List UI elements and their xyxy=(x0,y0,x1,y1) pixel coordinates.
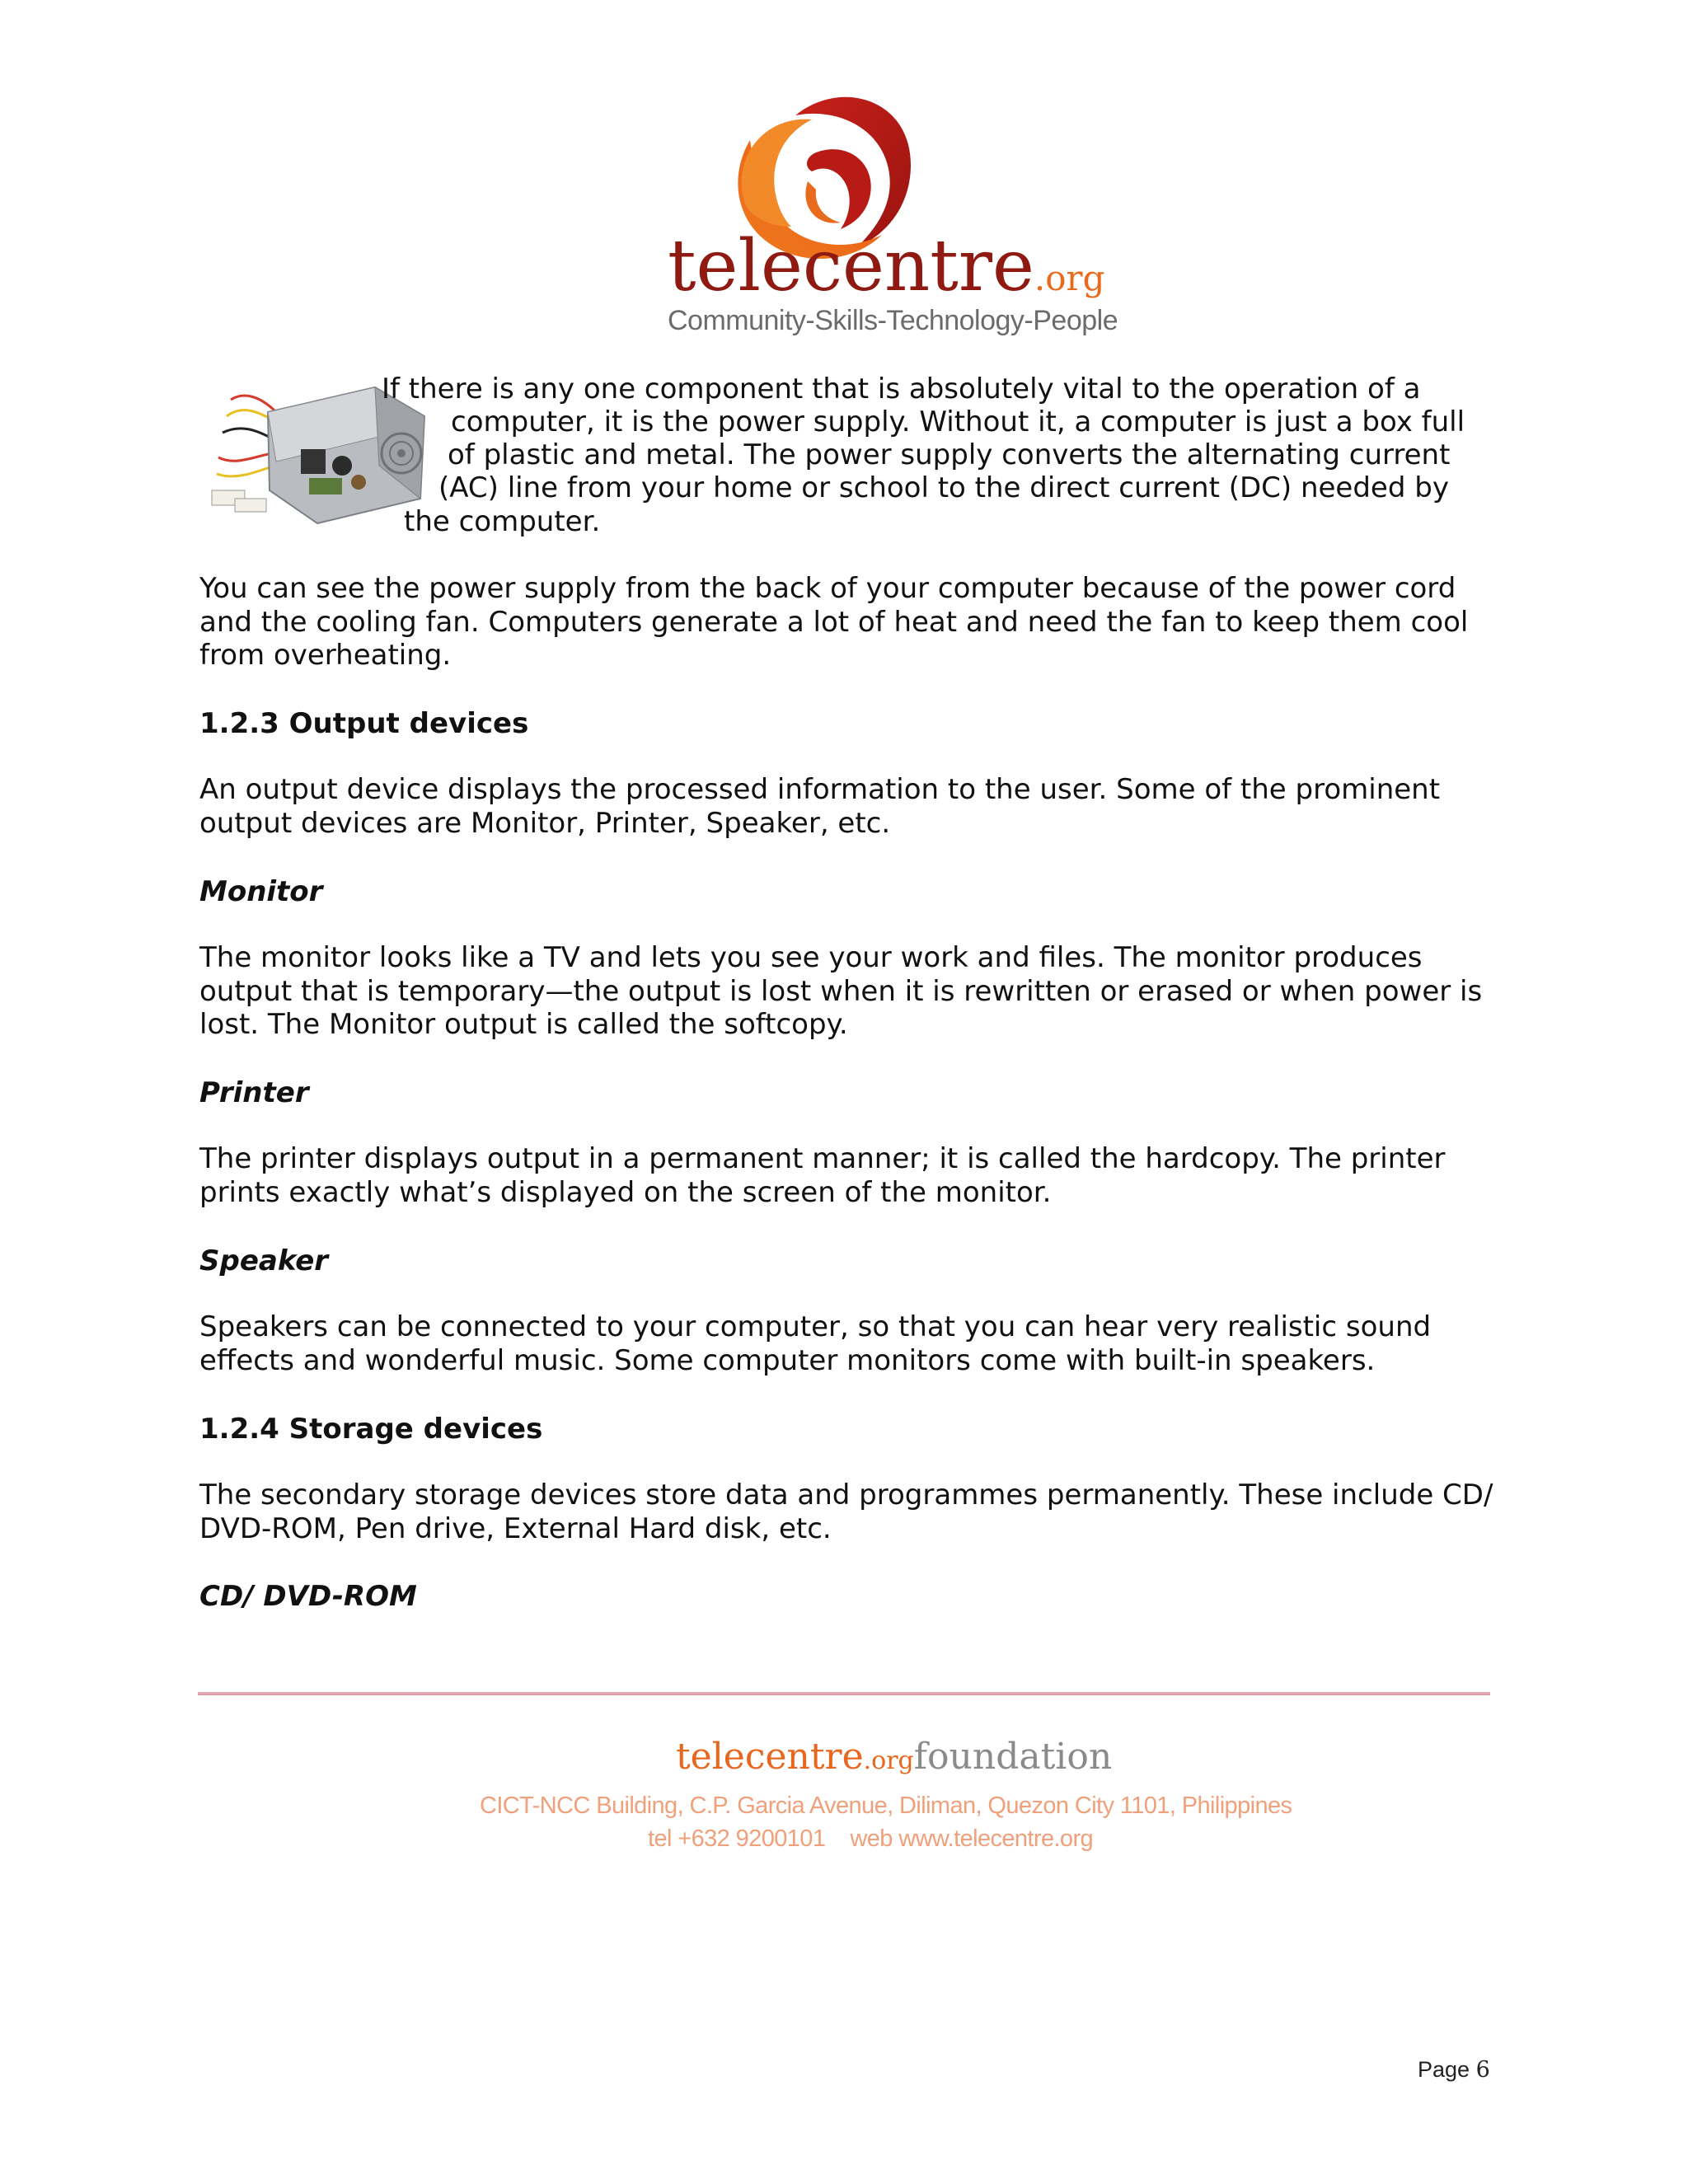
paragraph-printer: The printer displays output in a permanent manner; it is called the hardcopy. The printer prints exactly what’s displayed on the screen of the monitor. xyxy=(199,1142,1446,1209)
telecentre-logo xyxy=(659,82,1118,346)
heading-monitor: Monitor xyxy=(199,875,323,908)
footer-web: web www.telecentre.org xyxy=(850,1825,1094,1852)
paragraph-power-cord: You can see the power supply from the back of your computer because of the power cord and the cooling fan. Computers generate a lot of heat and need the fan to keep them cool from overheating. xyxy=(199,572,1469,672)
intro-line-5: the computer. xyxy=(404,505,601,538)
paragraph-monitor: The monitor looks like a TV and lets you see your work and files. The monitor produces output that is temporary—the output is lost when it is rewritten or erased or when power is lost. The Monitor output is called the softcopy. xyxy=(199,941,1483,1041)
heading-output-devices: 1.2.3 Output devices xyxy=(199,707,529,740)
heading-cd-dvd-rom: CD/ DVD-ROM xyxy=(199,1580,417,1613)
intro-line-4: (AC) line from your home or school to the direct current (DC) needed by xyxy=(438,471,1449,504)
intro-line-2: computer, it is the power supply. Without it, a computer is just a box full xyxy=(451,405,1465,438)
paragraph-storage-devices: The secondary storage devices store data and programmes permanently. These include CD/ DVD-ROM, Pen drive, External Hard disk, etc. xyxy=(199,1479,1493,1545)
page-number: Page 6 xyxy=(1418,2057,1490,2083)
logo-tagline: Community-Skills-Technology-People xyxy=(668,305,1118,336)
footer-tel: tel +632 9200101 xyxy=(648,1825,826,1852)
footer-contact xyxy=(648,1825,1093,1853)
paragraph-output-devices: An output device displays the processed information to the user. Some of the prominent output devices are Monitor, Printer, Speaker, etc. xyxy=(199,773,1441,840)
heading-storage-devices: 1.2.4 Storage devices xyxy=(199,1413,543,1446)
intro-line-3: of plastic and metal. The power supply converts the alternating current xyxy=(448,438,1451,471)
footer-divider xyxy=(198,1692,1490,1695)
heading-speaker: Speaker xyxy=(199,1244,329,1277)
footer-brand: telecentre.orgfoundation xyxy=(676,1736,1113,1778)
footer-address: CICT-NCC Building, C.P. Garcia Avenue, Diliman, Quezon City 1101, Philippines xyxy=(480,1793,1292,1819)
heading-printer: Printer xyxy=(199,1076,309,1109)
logo-wordmark: telecentre.org xyxy=(668,225,1105,307)
paragraph-speaker: Speakers can be connected to your computer, so that you can hear very realistic sound effects and wonderful music. Some computer monitors come with built-in speakers. xyxy=(199,1310,1432,1377)
intro-line-1: If there is any one component that is absolutely vital to the operation of a xyxy=(382,373,1421,405)
